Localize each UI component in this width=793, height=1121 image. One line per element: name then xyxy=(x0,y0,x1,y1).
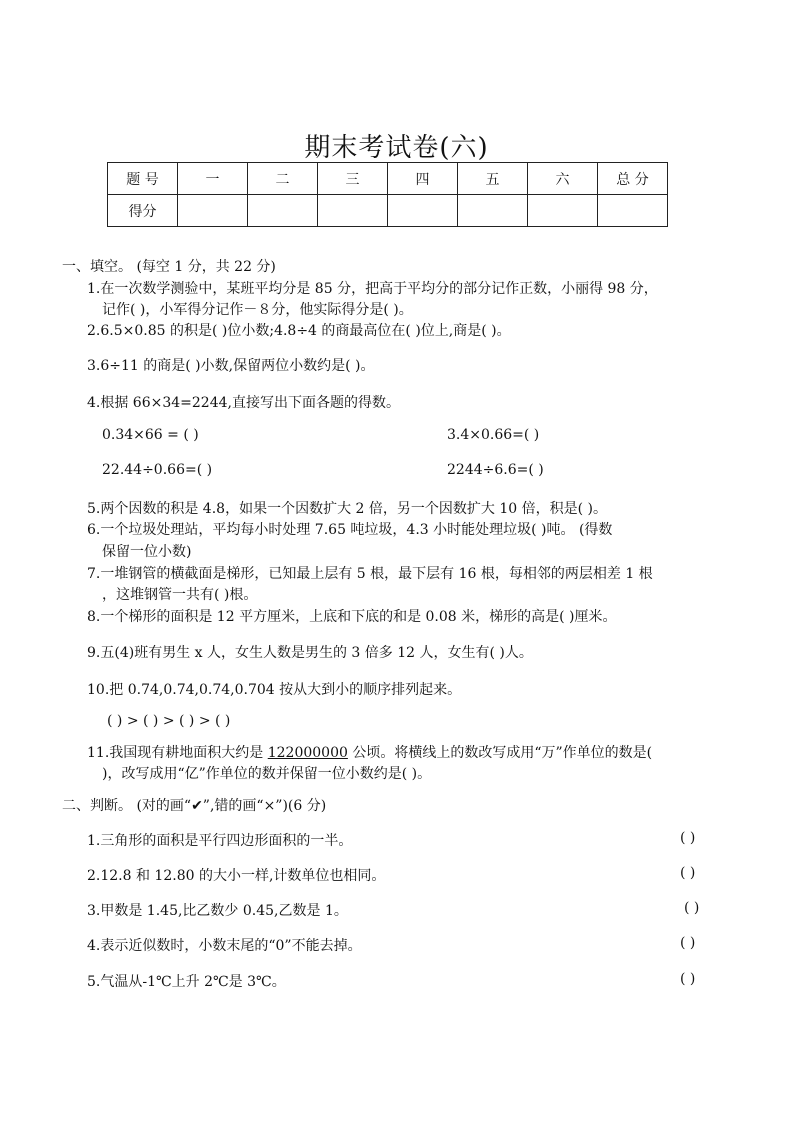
question-1-line-1: 1.在一次数学测验中，某班平均分是 85 分，把高于平均分的部分记作正数，小丽得 98 分， xyxy=(87,281,658,297)
question-9: 9.五(4)班有男生 x 人，女生人数是男生的 3 倍多 12 人，女生有( )人。 xyxy=(87,645,533,661)
score-cell[interactable] xyxy=(178,195,248,227)
question-5: 5.两个因数的积是 4.8，如果一个因数扩大 2 倍，另一个因数扩大 10 倍，积是( )。 xyxy=(87,501,607,517)
score-cell[interactable] xyxy=(458,195,528,227)
question-7-line-1: 7.一堆钢管的横截面是梯形，已知最上层有 5 根，最下层有 16 根，每相邻的两层相差 1 根 xyxy=(87,566,653,582)
question-11-underlined-number: 122000000 xyxy=(267,745,348,761)
score-row-label: 得分 xyxy=(108,195,178,227)
judge-answer-bracket-3[interactable]: ( ) xyxy=(684,900,700,916)
score-table xyxy=(107,162,668,227)
question-4-c: 22.44÷0.66=( ) xyxy=(102,462,213,478)
score-cell[interactable] xyxy=(248,195,318,227)
judge-item-3: 3.甲数是 1.45,比乙数少 0.45,乙数是 1。 xyxy=(87,903,348,919)
exam-title: 期末考试卷(六) xyxy=(304,133,489,163)
question-4: 4.根据 66×34=2244,直接写出下面各题的得数。 xyxy=(87,395,400,411)
judge-item-2: 2.12.8 和 12.80 的大小一样,计数单位也相同。 xyxy=(87,868,386,884)
judge-answer-bracket-5[interactable]: ( ) xyxy=(680,971,696,987)
question-4-a: 0.34×66 = ( ) xyxy=(102,427,199,443)
question-4-d: 2244÷6.6=( ) xyxy=(447,462,544,478)
question-2: 2.6.5×0.85 的积是( )位小数;4.8÷4 的商最高位在( )位上,商是( )。 xyxy=(87,323,511,339)
header-cell-3: 三 xyxy=(318,163,388,195)
judge-answer-bracket-4[interactable]: ( ) xyxy=(680,935,696,951)
header-cell-4: 四 xyxy=(388,163,458,195)
header-cell-6: 六 xyxy=(528,163,598,195)
question-11-line-1 xyxy=(87,742,652,762)
judge-answer-bracket-2[interactable]: ( ) xyxy=(680,865,696,881)
header-cell-total: 总 分 xyxy=(598,163,668,195)
section-1-heading: 一、填空。 (每空 1 分，共 22 分) xyxy=(62,259,276,275)
header-cell-question-no: 题 号 xyxy=(108,163,178,195)
question-10-answer-blanks: ( ) > ( ) > ( ) > ( ) xyxy=(107,713,231,729)
question-8: 8.一个梯形的面积是 12 平方厘米，上底和下底的和是 0.08 米，梯形的高是( )厘米。 xyxy=(87,609,617,625)
question-6-line-1: 6.一个垃圾处理站，平均每小时处理 7.65 吨垃圾，4.3 小时能处理垃圾( )吨。 (得数 xyxy=(87,522,613,538)
header-cell-5: 五 xyxy=(458,163,528,195)
section-2-heading: 二、判断。 (对的画“✔”,错的画“×”)(6 分) xyxy=(62,798,327,814)
judge-item-5: 5.气温从-1℃上升 2℃是 3℃。 xyxy=(87,974,286,990)
question-3: 3.6÷11 的商是( )小数,保留两位小数约是( )。 xyxy=(87,358,375,374)
question-1-line-2: 记作( )，小军得分记作－８分，他实际得分是( )。 xyxy=(102,302,413,318)
question-10: 10.把 0.74,0.74,0.74,0.704 按从大到小的顺序排列起来。 xyxy=(87,682,462,698)
question-11-text-post: 公顷。将横线上的数改写成用“万”作单位的数是( xyxy=(347,745,653,761)
question-6-line-2: 保留一位小数) xyxy=(102,544,192,560)
question-11-line-2: )，改写成用“亿”作单位的数并保留一位小数约是( )。 xyxy=(102,766,432,782)
score-cell[interactable] xyxy=(388,195,458,227)
judge-item-4: 4.表示近似数时，小数末尾的“0”不能去掉。 xyxy=(87,938,362,954)
score-table-score-row xyxy=(108,195,668,227)
score-cell[interactable] xyxy=(318,195,388,227)
question-4-b: 3.4×0.66=( ) xyxy=(447,427,540,443)
score-table-header-row xyxy=(108,163,668,195)
score-cell[interactable] xyxy=(528,195,598,227)
header-cell-2: 二 xyxy=(248,163,318,195)
score-cell[interactable] xyxy=(598,195,668,227)
header-cell-1: 一 xyxy=(178,163,248,195)
judge-item-1: 1.三角形的面积是平行四边形面积的一半。 xyxy=(87,833,353,849)
question-7-line-2: ，这堆钢管一共有( )根。 xyxy=(102,587,258,603)
question-11-text-pre: 11.我国现有耕地面积大约是 xyxy=(87,745,268,761)
judge-answer-bracket-1[interactable]: ( ) xyxy=(680,830,696,846)
